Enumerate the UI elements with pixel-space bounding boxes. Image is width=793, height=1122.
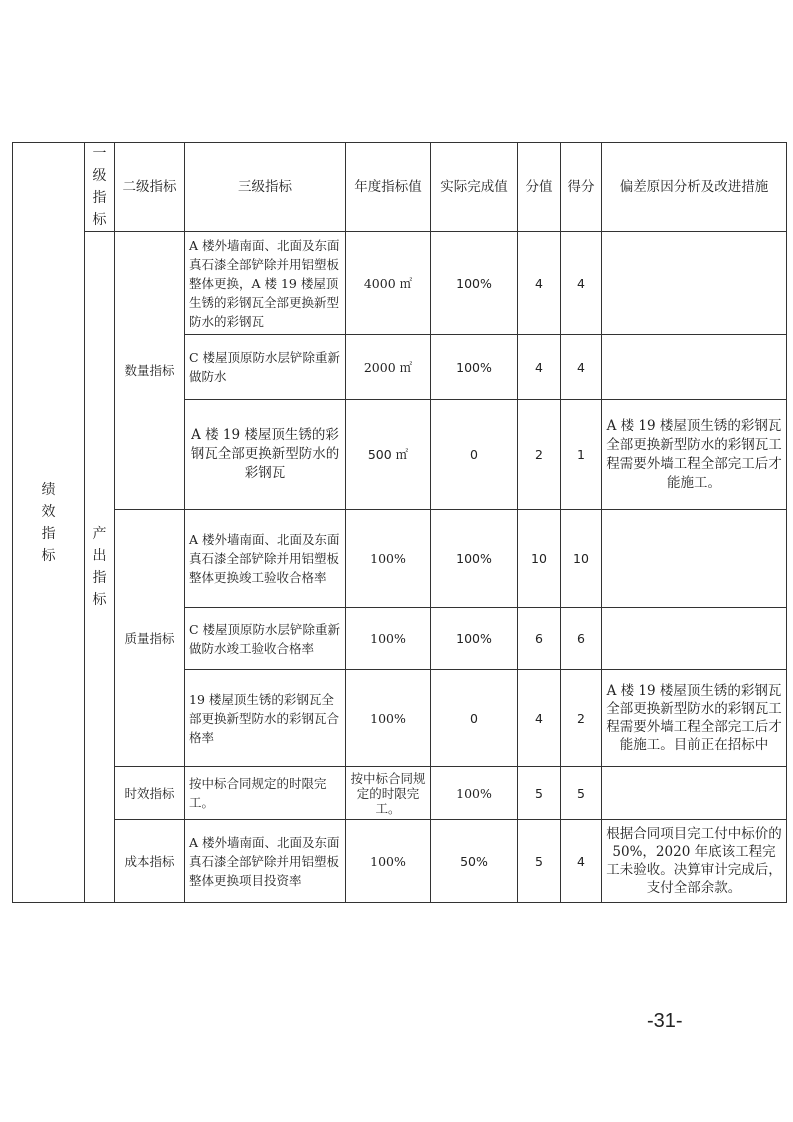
actual: 100%: [431, 767, 518, 820]
group-level1: 产出指标: [92, 526, 107, 608]
header-level3: 三级指标: [185, 143, 346, 232]
header-weight: 分值: [518, 143, 561, 232]
note: [602, 608, 787, 670]
actual: 100%: [431, 232, 518, 335]
score: 10: [561, 510, 602, 608]
group-level0: 绩效指标: [41, 481, 56, 564]
category-quality: 质量指标: [115, 510, 185, 767]
header-row: [13, 143, 787, 232]
weight: 5: [518, 820, 561, 903]
score: 4: [561, 820, 602, 903]
note: 根据合同项目完工付中标价的 50%，2020 年底该工程完工未验收。决算审计完成后，支付全部余款。: [602, 820, 787, 903]
target: 4000 ㎡: [346, 232, 431, 335]
header-level2: 二级指标: [115, 143, 185, 232]
target: 500 ㎡: [346, 400, 431, 510]
indicator: C 楼屋顶原防水层铲除重新做防水竣工验收合格率: [185, 608, 346, 670]
score: 4: [561, 335, 602, 400]
note: [602, 767, 787, 820]
header-target: 年度指标值: [346, 143, 431, 232]
indicator: 按中标合同规定的时限完工。: [185, 767, 346, 820]
table-row: [13, 232, 787, 335]
actual: 100%: [431, 608, 518, 670]
weight: 10: [518, 510, 561, 608]
indicator: A 楼外墙南面、北面及东面真石漆全部铲除并用铝塑板整体更换竣工验收合格率: [185, 510, 346, 608]
category-quantity: 数量指标: [115, 232, 185, 510]
group-level0-cell: [13, 143, 85, 903]
indicator: A 楼 19 楼屋顶生锈的彩钢瓦全部更换新型防水的彩钢瓦: [185, 400, 346, 510]
weight: 6: [518, 608, 561, 670]
weight: 4: [518, 670, 561, 767]
target: 100%: [346, 510, 431, 608]
indicator: A 楼外墙南面、北面及东面真石漆全部铲除并用铝塑板整体更换，A 楼 19 楼屋顶生锈的彩钢瓦全部更换新型防水的彩钢瓦: [185, 232, 346, 335]
performance-indicator-table: [12, 142, 787, 903]
target: 按中标合同规定的时限完工。: [346, 767, 431, 820]
target: 2000 ㎡: [346, 335, 431, 400]
table-row: [13, 820, 787, 903]
indicator: 19 楼屋顶生锈的彩钢瓦全部更换新型防水的彩钢瓦合格率: [185, 670, 346, 767]
header-note: 偏差原因分析及改进措施: [602, 143, 787, 232]
indicator: A 楼外墙南面、北面及东面真石漆全部铲除并用铝塑板整体更换项目投资率: [185, 820, 346, 903]
header-score: 得分: [561, 143, 602, 232]
note: [602, 232, 787, 335]
table-row: [13, 767, 787, 820]
weight: 5: [518, 767, 561, 820]
category-timeliness: 时效指标: [115, 767, 185, 820]
note: A 楼 19 楼屋顶生锈的彩钢瓦全部更换新型防水的彩钢瓦工程需要外墙工程全部完工后才能施工。目前正在招标中: [602, 670, 787, 767]
category-cost: 成本指标: [115, 820, 185, 903]
score: 6: [561, 608, 602, 670]
page-number: -31-: [647, 1010, 683, 1032]
actual: 50%: [431, 820, 518, 903]
actual: 0: [431, 400, 518, 510]
actual: 100%: [431, 510, 518, 608]
weight: 4: [518, 232, 561, 335]
table-row: [13, 510, 787, 608]
header-actual: 实际完成值: [431, 143, 518, 232]
actual: 100%: [431, 335, 518, 400]
indicator: C 楼屋顶原防水层铲除重新做防水: [185, 335, 346, 400]
header-level1: 一级指标: [92, 146, 107, 228]
group-level1-cell: [85, 232, 115, 903]
score: 4: [561, 232, 602, 335]
score: 1: [561, 400, 602, 510]
weight: 2: [518, 400, 561, 510]
target: 100%: [346, 608, 431, 670]
target: 100%: [346, 670, 431, 767]
score: 5: [561, 767, 602, 820]
score: 2: [561, 670, 602, 767]
note: A 楼 19 楼屋顶生锈的彩钢瓦全部更换新型防水的彩钢瓦工程需要外墙工程全部完工后才能施工。: [602, 400, 787, 510]
actual: 0: [431, 670, 518, 767]
weight: 4: [518, 335, 561, 400]
note: [602, 335, 787, 400]
note: [602, 510, 787, 608]
target: 100%: [346, 820, 431, 903]
